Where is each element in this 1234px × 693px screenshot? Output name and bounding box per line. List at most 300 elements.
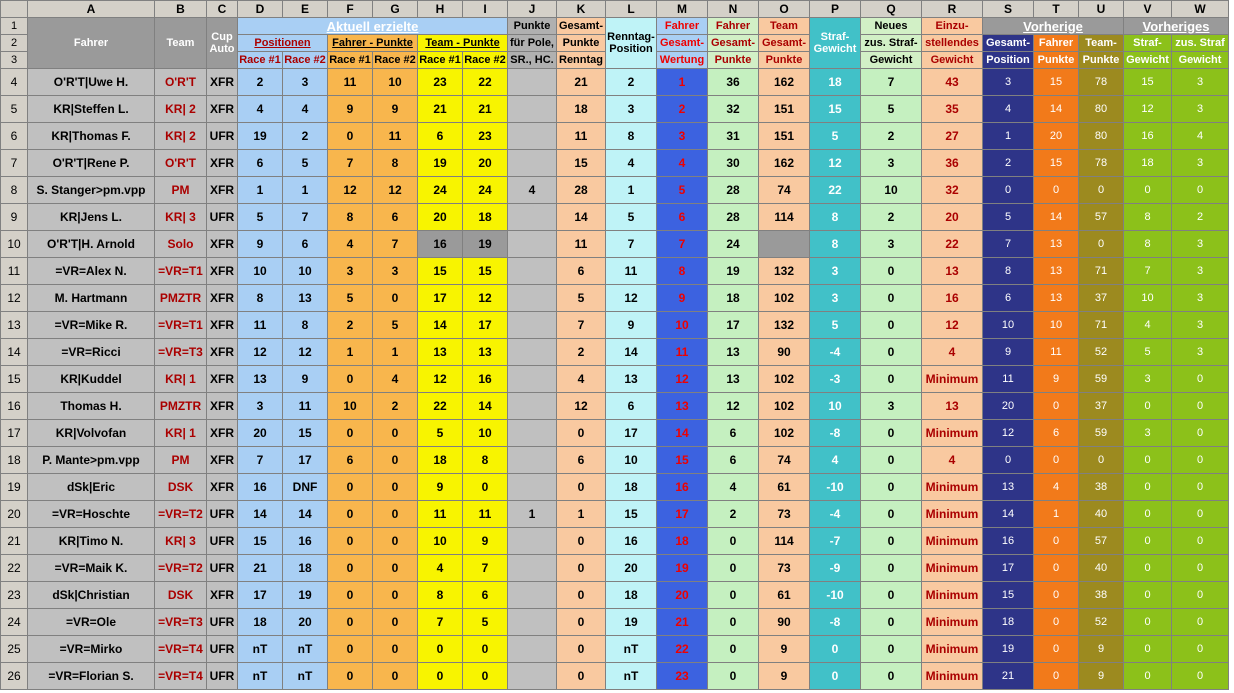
prev-penalty-cell[interactable]: 4 (1124, 312, 1172, 339)
race2-team-points-cell[interactable]: 16 (463, 366, 508, 393)
overall-ranking-cell[interactable]: 7 (657, 231, 708, 258)
race2-team-points-cell[interactable]: 18 (463, 204, 508, 231)
pole-points-cell[interactable] (508, 393, 557, 420)
penalty-weight-cell[interactable]: 22 (810, 177, 861, 204)
car-cell[interactable]: XFR (207, 312, 238, 339)
overall-ranking-cell[interactable]: 19 (657, 555, 708, 582)
pole-points-cell[interactable] (508, 258, 557, 285)
day-points-cell[interactable]: 21 (557, 69, 606, 96)
extra-penalty-cell[interactable]: 0 (861, 528, 922, 555)
extra-penalty-cell[interactable]: 0 (861, 663, 922, 690)
prev-penalty-cell[interactable]: 8 (1124, 204, 1172, 231)
extra-penalty-cell[interactable]: 0 (861, 636, 922, 663)
driver-cell[interactable]: KR|Timo N. (28, 528, 155, 555)
team-total-cell[interactable]: 73 (759, 501, 810, 528)
race1-team-points-cell[interactable]: 7 (418, 609, 463, 636)
race1-position-cell[interactable]: 4 (238, 96, 283, 123)
race1-team-points-cell[interactable]: 18 (418, 447, 463, 474)
race1-driver-points-cell[interactable]: 4 (328, 231, 373, 258)
pole-points-cell[interactable] (508, 636, 557, 663)
overall-ranking-cell[interactable]: 8 (657, 258, 708, 285)
prev-penalty-cell[interactable]: 0 (1124, 555, 1172, 582)
race1-position-cell[interactable]: 19 (238, 123, 283, 150)
prev-driver-points-cell[interactable]: 0 (1034, 555, 1079, 582)
ballast-cell[interactable]: 4 (922, 447, 983, 474)
row-number[interactable]: 6 (1, 123, 28, 150)
prev-position-cell[interactable]: 17 (983, 555, 1034, 582)
overall-ranking-cell[interactable]: 5 (657, 177, 708, 204)
day-position-cell[interactable]: 14 (606, 339, 657, 366)
extra-penalty-cell[interactable]: 0 (861, 609, 922, 636)
team-total-cell[interactable]: 151 (759, 96, 810, 123)
prev-driver-points-cell[interactable]: 11 (1034, 339, 1079, 366)
prev-extra-penalty-cell[interactable]: 4 (1172, 123, 1229, 150)
car-cell[interactable]: XFR (207, 258, 238, 285)
race2-driver-points-cell[interactable]: 0 (373, 663, 418, 690)
team-total-cell[interactable]: 9 (759, 636, 810, 663)
row-number[interactable]: 18 (1, 447, 28, 474)
team-total-cell[interactable]: 132 (759, 258, 810, 285)
team-cell[interactable]: =VR=T1 (155, 312, 207, 339)
driver-total-cell[interactable]: 17 (708, 312, 759, 339)
team-total-cell[interactable]: 102 (759, 420, 810, 447)
car-cell[interactable]: XFR (207, 474, 238, 501)
penalty-weight-cell[interactable]: -3 (810, 366, 861, 393)
team-total-cell[interactable] (759, 231, 810, 258)
prev-penalty-cell[interactable]: 18 (1124, 150, 1172, 177)
ballast-cell[interactable]: Minimum (922, 582, 983, 609)
driver-total-cell[interactable]: 24 (708, 231, 759, 258)
column-header[interactable]: Q (861, 1, 922, 18)
race1-driver-points-cell[interactable]: 0 (328, 366, 373, 393)
prev-team-points-cell[interactable]: 57 (1079, 528, 1124, 555)
prev-penalty-cell[interactable]: 16 (1124, 123, 1172, 150)
prev-position-cell[interactable]: 7 (983, 231, 1034, 258)
penalty-weight-cell[interactable]: -8 (810, 420, 861, 447)
race2-team-points-cell[interactable]: 13 (463, 339, 508, 366)
overall-ranking-cell[interactable]: 16 (657, 474, 708, 501)
day-points-cell[interactable]: 0 (557, 663, 606, 690)
race1-team-points-cell[interactable]: 9 (418, 474, 463, 501)
prev-extra-penalty-cell[interactable]: 0 (1172, 555, 1229, 582)
race1-position-cell[interactable]: 17 (238, 582, 283, 609)
team-cell[interactable]: KR| 2 (155, 96, 207, 123)
team-cell[interactable]: KR| 3 (155, 204, 207, 231)
day-points-cell[interactable]: 0 (557, 528, 606, 555)
prev-position-cell[interactable]: 0 (983, 177, 1034, 204)
prev-driver-points-cell[interactable]: 13 (1034, 231, 1079, 258)
driver-total-cell[interactable]: 0 (708, 636, 759, 663)
race2-driver-points-cell[interactable]: 0 (373, 447, 418, 474)
race1-team-points-cell[interactable]: 0 (418, 663, 463, 690)
day-points-cell[interactable]: 0 (557, 636, 606, 663)
race1-position-cell[interactable]: 7 (238, 447, 283, 474)
team-cell[interactable]: KR| 1 (155, 366, 207, 393)
race1-position-cell[interactable]: 1 (238, 177, 283, 204)
team-total-cell[interactable]: 151 (759, 123, 810, 150)
prev-driver-points-cell[interactable]: 0 (1034, 447, 1079, 474)
race1-position-cell[interactable]: 9 (238, 231, 283, 258)
prev-penalty-cell[interactable]: 0 (1124, 501, 1172, 528)
driver-cell[interactable]: =VR=Ricci (28, 339, 155, 366)
race2-driver-points-cell[interactable]: 12 (373, 177, 418, 204)
race1-team-points-cell[interactable]: 4 (418, 555, 463, 582)
prev-team-points-cell[interactable]: 37 (1079, 393, 1124, 420)
race2-team-points-cell[interactable]: 7 (463, 555, 508, 582)
prev-driver-points-cell[interactable]: 0 (1034, 582, 1079, 609)
penalty-weight-cell[interactable]: 5 (810, 123, 861, 150)
driver-cell[interactable]: KR|Kuddel (28, 366, 155, 393)
driver-total-cell[interactable]: 6 (708, 420, 759, 447)
ballast-cell[interactable]: 16 (922, 285, 983, 312)
race1-team-points-cell[interactable]: 12 (418, 366, 463, 393)
race1-team-points-cell[interactable]: 19 (418, 150, 463, 177)
extra-penalty-cell[interactable]: 0 (861, 339, 922, 366)
prev-team-points-cell[interactable]: 78 (1079, 150, 1124, 177)
column-header[interactable]: B (155, 1, 207, 18)
pole-points-cell[interactable] (508, 420, 557, 447)
prev-driver-points-cell[interactable]: 13 (1034, 258, 1079, 285)
row-number[interactable]: 22 (1, 555, 28, 582)
penalty-weight-cell[interactable]: -7 (810, 528, 861, 555)
driver-cell[interactable]: P. Mante>pm.vpp (28, 447, 155, 474)
race2-position-cell[interactable]: 11 (283, 393, 328, 420)
prev-team-points-cell[interactable]: 59 (1079, 366, 1124, 393)
prev-penalty-cell[interactable]: 0 (1124, 636, 1172, 663)
penalty-weight-cell[interactable]: -9 (810, 555, 861, 582)
race2-position-cell[interactable]: 3 (283, 69, 328, 96)
prev-extra-penalty-cell[interactable]: 0 (1172, 474, 1229, 501)
driver-total-cell[interactable]: 0 (708, 609, 759, 636)
race2-driver-points-cell[interactable]: 0 (373, 555, 418, 582)
driver-cell[interactable]: KR|Volvofan (28, 420, 155, 447)
race1-position-cell[interactable]: 15 (238, 528, 283, 555)
day-position-cell[interactable]: nT (606, 636, 657, 663)
driver-cell[interactable]: KR|Jens L. (28, 204, 155, 231)
driver-total-cell[interactable]: 13 (708, 339, 759, 366)
race2-team-points-cell[interactable]: 0 (463, 636, 508, 663)
pole-points-cell[interactable] (508, 663, 557, 690)
prev-team-points-cell[interactable]: 0 (1079, 447, 1124, 474)
race1-team-points-cell[interactable]: 6 (418, 123, 463, 150)
team-total-cell[interactable]: 114 (759, 528, 810, 555)
ballast-cell[interactable]: Minimum (922, 663, 983, 690)
race2-team-points-cell[interactable]: 20 (463, 150, 508, 177)
prev-team-points-cell[interactable]: 59 (1079, 420, 1124, 447)
day-points-cell[interactable]: 2 (557, 339, 606, 366)
column-header[interactable]: E (283, 1, 328, 18)
driver-total-cell[interactable]: 30 (708, 150, 759, 177)
overall-ranking-cell[interactable]: 13 (657, 393, 708, 420)
prev-penalty-cell[interactable]: 10 (1124, 285, 1172, 312)
penalty-weight-cell[interactable]: -4 (810, 339, 861, 366)
driver-total-cell[interactable]: 28 (708, 177, 759, 204)
race1-driver-points-cell[interactable]: 0 (328, 528, 373, 555)
penalty-weight-cell[interactable]: 3 (810, 258, 861, 285)
race2-team-points-cell[interactable]: 22 (463, 69, 508, 96)
prev-penalty-cell[interactable]: 0 (1124, 393, 1172, 420)
race1-team-points-cell[interactable]: 23 (418, 69, 463, 96)
driver-cell[interactable]: dSk|Christian (28, 582, 155, 609)
prev-team-points-cell[interactable]: 37 (1079, 285, 1124, 312)
team-cell[interactable]: =VR=T1 (155, 258, 207, 285)
prev-penalty-cell[interactable]: 0 (1124, 609, 1172, 636)
day-points-cell[interactable]: 1 (557, 501, 606, 528)
prev-driver-points-cell[interactable]: 13 (1034, 285, 1079, 312)
row-number[interactable]: 17 (1, 420, 28, 447)
prev-driver-points-cell[interactable]: 0 (1034, 393, 1079, 420)
day-points-cell[interactable]: 0 (557, 420, 606, 447)
driver-cell[interactable]: =VR=Hoschte (28, 501, 155, 528)
day-points-cell[interactable]: 0 (557, 609, 606, 636)
race2-position-cell[interactable]: 20 (283, 609, 328, 636)
row-number[interactable]: 5 (1, 96, 28, 123)
column-header[interactable]: I (463, 1, 508, 18)
car-cell[interactable]: XFR (207, 447, 238, 474)
race2-position-cell[interactable]: 5 (283, 150, 328, 177)
race2-position-cell[interactable]: 15 (283, 420, 328, 447)
column-header[interactable]: D (238, 1, 283, 18)
row-number[interactable]: 20 (1, 501, 28, 528)
race2-position-cell[interactable]: nT (283, 663, 328, 690)
race2-driver-points-cell[interactable]: 3 (373, 258, 418, 285)
team-cell[interactable]: =VR=T3 (155, 339, 207, 366)
race1-position-cell[interactable]: 6 (238, 150, 283, 177)
overall-ranking-cell[interactable]: 20 (657, 582, 708, 609)
race1-position-cell[interactable]: 14 (238, 501, 283, 528)
race1-position-cell[interactable]: 16 (238, 474, 283, 501)
team-total-cell[interactable]: 102 (759, 393, 810, 420)
penalty-weight-cell[interactable]: 3 (810, 285, 861, 312)
race2-team-points-cell[interactable]: 24 (463, 177, 508, 204)
prev-team-points-cell[interactable]: 80 (1079, 123, 1124, 150)
day-points-cell[interactable]: 11 (557, 231, 606, 258)
race2-driver-points-cell[interactable]: 9 (373, 96, 418, 123)
team-cell[interactable]: KR| 3 (155, 528, 207, 555)
row-number[interactable]: 25 (1, 636, 28, 663)
driver-total-cell[interactable]: 2 (708, 501, 759, 528)
driver-total-cell[interactable]: 0 (708, 663, 759, 690)
overall-ranking-cell[interactable]: 4 (657, 150, 708, 177)
prev-penalty-cell[interactable]: 0 (1124, 663, 1172, 690)
day-position-cell[interactable]: 16 (606, 528, 657, 555)
team-total-cell[interactable]: 90 (759, 339, 810, 366)
prev-position-cell[interactable]: 21 (983, 663, 1034, 690)
prev-extra-penalty-cell[interactable]: 0 (1172, 447, 1229, 474)
prev-driver-points-cell[interactable]: 0 (1034, 528, 1079, 555)
race2-position-cell[interactable]: 18 (283, 555, 328, 582)
prev-extra-penalty-cell[interactable]: 3 (1172, 69, 1229, 96)
prev-extra-penalty-cell[interactable]: 0 (1172, 366, 1229, 393)
driver-cell[interactable]: =VR=Alex N. (28, 258, 155, 285)
race1-driver-points-cell[interactable]: 0 (328, 636, 373, 663)
team-total-cell[interactable]: 102 (759, 366, 810, 393)
race1-team-points-cell[interactable]: 24 (418, 177, 463, 204)
prev-penalty-cell[interactable]: 3 (1124, 366, 1172, 393)
team-cell[interactable]: Solo (155, 231, 207, 258)
driver-total-cell[interactable]: 18 (708, 285, 759, 312)
ballast-cell[interactable]: 22 (922, 231, 983, 258)
day-points-cell[interactable]: 0 (557, 555, 606, 582)
extra-penalty-cell[interactable]: 3 (861, 150, 922, 177)
driver-cell[interactable]: M. Hartmann (28, 285, 155, 312)
penalty-weight-cell[interactable]: 0 (810, 663, 861, 690)
ballast-cell[interactable]: Minimum (922, 636, 983, 663)
overall-ranking-cell[interactable]: 14 (657, 420, 708, 447)
team-cell[interactable]: =VR=T2 (155, 501, 207, 528)
overall-ranking-cell[interactable]: 11 (657, 339, 708, 366)
prev-penalty-cell[interactable]: 12 (1124, 96, 1172, 123)
ballast-cell[interactable]: 13 (922, 258, 983, 285)
prev-extra-penalty-cell[interactable]: 3 (1172, 312, 1229, 339)
prev-team-points-cell[interactable]: 71 (1079, 312, 1124, 339)
column-header[interactable]: G (373, 1, 418, 18)
race2-driver-points-cell[interactable]: 6 (373, 204, 418, 231)
car-cell[interactable]: XFR (207, 582, 238, 609)
race1-team-points-cell[interactable]: 10 (418, 528, 463, 555)
overall-ranking-cell[interactable]: 10 (657, 312, 708, 339)
race1-position-cell[interactable]: nT (238, 663, 283, 690)
penalty-weight-cell[interactable]: 10 (810, 393, 861, 420)
car-cell[interactable]: XFR (207, 420, 238, 447)
car-cell[interactable]: UFR (207, 501, 238, 528)
pole-points-cell[interactable] (508, 204, 557, 231)
prev-extra-penalty-cell[interactable]: 2 (1172, 204, 1229, 231)
column-header[interactable]: L (606, 1, 657, 18)
team-total-cell[interactable]: 61 (759, 474, 810, 501)
car-cell[interactable]: UFR (207, 609, 238, 636)
pole-points-cell[interactable] (508, 474, 557, 501)
prev-position-cell[interactable]: 9 (983, 339, 1034, 366)
day-points-cell[interactable]: 28 (557, 177, 606, 204)
pole-points-cell[interactable] (508, 582, 557, 609)
team-total-cell[interactable]: 102 (759, 285, 810, 312)
pole-points-cell[interactable] (508, 366, 557, 393)
penalty-weight-cell[interactable]: -10 (810, 582, 861, 609)
race2-position-cell[interactable]: DNF (283, 474, 328, 501)
prev-extra-penalty-cell[interactable]: 0 (1172, 177, 1229, 204)
car-cell[interactable]: UFR (207, 123, 238, 150)
race2-team-points-cell[interactable]: 8 (463, 447, 508, 474)
day-position-cell[interactable]: 17 (606, 420, 657, 447)
team-cell[interactable]: KR| 2 (155, 123, 207, 150)
extra-penalty-cell[interactable]: 5 (861, 96, 922, 123)
race2-position-cell[interactable]: 17 (283, 447, 328, 474)
team-cell[interactable]: PMZTR (155, 285, 207, 312)
column-header[interactable]: H (418, 1, 463, 18)
day-points-cell[interactable]: 5 (557, 285, 606, 312)
overall-ranking-cell[interactable]: 12 (657, 366, 708, 393)
race2-team-points-cell[interactable]: 19 (463, 231, 508, 258)
race2-position-cell[interactable]: nT (283, 636, 328, 663)
race1-driver-points-cell[interactable]: 9 (328, 96, 373, 123)
driver-total-cell[interactable]: 0 (708, 582, 759, 609)
prev-position-cell[interactable]: 13 (983, 474, 1034, 501)
team-cell[interactable]: PMZTR (155, 393, 207, 420)
race2-driver-points-cell[interactable]: 2 (373, 393, 418, 420)
prev-team-points-cell[interactable]: 52 (1079, 609, 1124, 636)
race2-position-cell[interactable]: 14 (283, 501, 328, 528)
overall-ranking-cell[interactable]: 3 (657, 123, 708, 150)
team-cell[interactable]: =VR=T3 (155, 609, 207, 636)
race1-driver-points-cell[interactable]: 5 (328, 285, 373, 312)
day-points-cell[interactable]: 0 (557, 474, 606, 501)
driver-cell[interactable]: =VR=Mirko (28, 636, 155, 663)
penalty-weight-cell[interactable]: 8 (810, 231, 861, 258)
prev-position-cell[interactable]: 1 (983, 123, 1034, 150)
car-cell[interactable]: XFR (207, 150, 238, 177)
prev-driver-points-cell[interactable]: 15 (1034, 69, 1079, 96)
team-cell[interactable]: =VR=T2 (155, 555, 207, 582)
team-total-cell[interactable]: 74 (759, 447, 810, 474)
pole-points-cell[interactable] (508, 96, 557, 123)
prev-driver-points-cell[interactable]: 0 (1034, 636, 1079, 663)
pole-points-cell[interactable] (508, 123, 557, 150)
extra-penalty-cell[interactable]: 0 (861, 285, 922, 312)
driver-total-cell[interactable]: 4 (708, 474, 759, 501)
race1-team-points-cell[interactable]: 21 (418, 96, 463, 123)
race2-team-points-cell[interactable]: 12 (463, 285, 508, 312)
driver-cell[interactable]: =VR=Ole (28, 609, 155, 636)
column-header[interactable]: R (922, 1, 983, 18)
penalty-weight-cell[interactable]: 8 (810, 204, 861, 231)
row-number[interactable]: 14 (1, 339, 28, 366)
prev-extra-penalty-cell[interactable]: 0 (1172, 582, 1229, 609)
pole-points-cell[interactable] (508, 312, 557, 339)
ballast-cell[interactable]: 32 (922, 177, 983, 204)
pole-points-cell[interactable] (508, 447, 557, 474)
day-points-cell[interactable]: 11 (557, 123, 606, 150)
driver-total-cell[interactable]: 19 (708, 258, 759, 285)
column-header[interactable]: P (810, 1, 861, 18)
day-position-cell[interactable]: 15 (606, 501, 657, 528)
prev-extra-penalty-cell[interactable]: 3 (1172, 150, 1229, 177)
prev-driver-points-cell[interactable]: 9 (1034, 366, 1079, 393)
car-cell[interactable]: XFR (207, 177, 238, 204)
race1-team-points-cell[interactable]: 13 (418, 339, 463, 366)
day-points-cell[interactable]: 7 (557, 312, 606, 339)
extra-penalty-cell[interactable]: 0 (861, 258, 922, 285)
race1-team-points-cell[interactable]: 15 (418, 258, 463, 285)
driver-cell[interactable]: O'R'T|Uwe H. (28, 69, 155, 96)
race2-driver-points-cell[interactable]: 10 (373, 69, 418, 96)
prev-extra-penalty-cell[interactable]: 0 (1172, 420, 1229, 447)
pole-points-cell[interactable] (508, 339, 557, 366)
day-position-cell[interactable]: 4 (606, 150, 657, 177)
extra-penalty-cell[interactable]: 2 (861, 204, 922, 231)
race2-driver-points-cell[interactable]: 0 (373, 474, 418, 501)
race2-position-cell[interactable]: 16 (283, 528, 328, 555)
column-header[interactable]: T (1034, 1, 1079, 18)
prev-position-cell[interactable]: 6 (983, 285, 1034, 312)
ballast-cell[interactable]: Minimum (922, 474, 983, 501)
prev-team-points-cell[interactable]: 38 (1079, 474, 1124, 501)
extra-penalty-cell[interactable]: 3 (861, 393, 922, 420)
prev-penalty-cell[interactable]: 3 (1124, 420, 1172, 447)
overall-ranking-cell[interactable]: 21 (657, 609, 708, 636)
car-cell[interactable]: XFR (207, 393, 238, 420)
day-points-cell[interactable]: 0 (557, 582, 606, 609)
race1-driver-points-cell[interactable]: 0 (328, 123, 373, 150)
prev-driver-points-cell[interactable]: 14 (1034, 96, 1079, 123)
column-header[interactable]: J (508, 1, 557, 18)
team-cell[interactable]: DSK (155, 474, 207, 501)
day-position-cell[interactable]: 8 (606, 123, 657, 150)
column-header[interactable]: C (207, 1, 238, 18)
penalty-weight-cell[interactable]: -4 (810, 501, 861, 528)
prev-extra-penalty-cell[interactable]: 0 (1172, 663, 1229, 690)
race1-driver-points-cell[interactable]: 0 (328, 555, 373, 582)
